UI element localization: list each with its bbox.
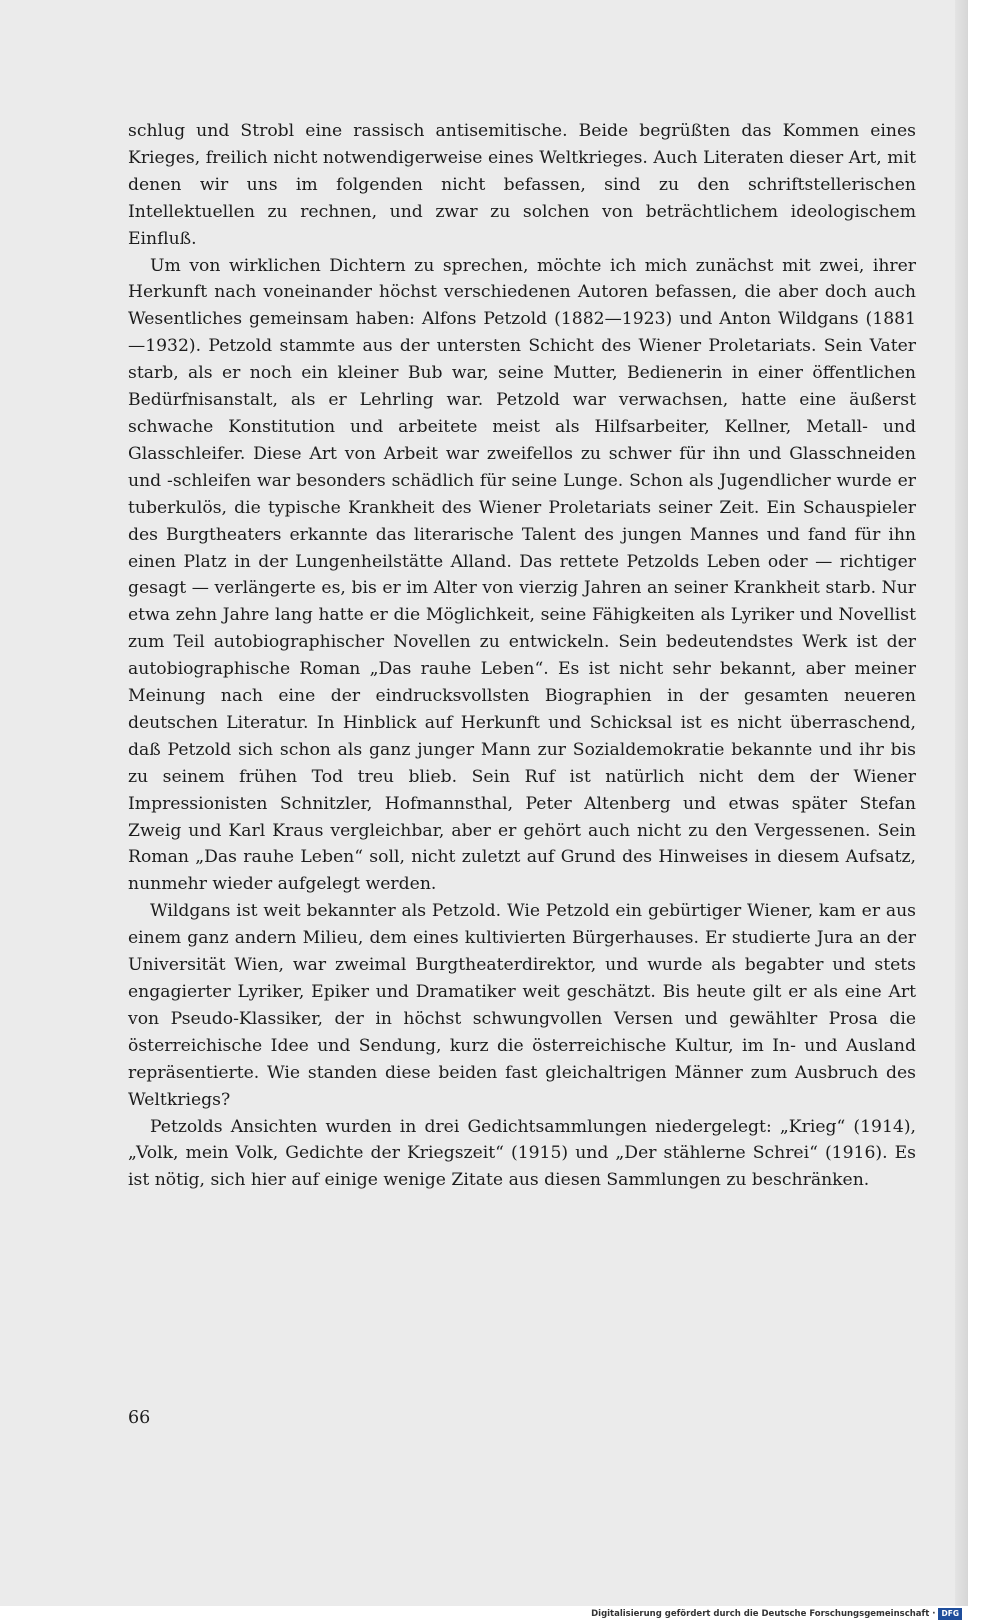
paragraph-1: schlug und Strobl eine rassisch antisemitische. Beide begrüßten das Kommen eines Krieges, freilich nicht notwendigerweise eines Weltkrieges. Auch Literaten dieser Art, mit denen wir uns im folgenden nicht befassen, sind zu den schriftstellerischen Intellektuellen zu rechnen, und zwar zu solchen von beträchtlichem ideologischem Einfluß. xyxy=(128,121,916,249)
digitization-footer xyxy=(591,1607,962,1621)
page-number: 66 xyxy=(128,1408,151,1428)
paragraph-2: Um von wirklichen Dichtern zu sprechen, möchte ich mich zunächst mit zwei, ihrer Herkunft nach voneinander höchst verschiedenen Autoren befassen, die aber doch auch Wesentliches gemeinsam haben: Alfons Petzold (1882—1923) und Anton Wildgans (1881—1932). Petzold stammte aus der untersten Schicht des Wiener Proletariats. Sein Vater starb, als er noch ein kleiner Bub war, seine Mutter, Bedienerin in einer öffentlichen Bedürfnisanstalt, als er Lehrling war. Petzold war verwachsen, hatte eine äußerst schwache Konstitution und arbeitete meist als Hilfsarbeiter, Kellner, Metall- und Glasschleifer. Diese Art von Arbeit war zweifellos zu schwer für ihn und Glasschneiden und -schleifen war besonders schädlich für seine Lunge. Schon als Jugendlicher wurde er tuberkulös, die typische Krankheit des Wiener Proletariats seiner Zeit. Ein Schauspieler des Burgtheaters erkannte das literarische Talent des jungen Mannes und fand für ihn einen Platz in der Lungenheilstätte Alland. Das rettete Petzolds Leben oder — richtiger gesagt — verlängerte es, bis er im Alter von vierzig Jahren an seiner Krankheit starb. Nur etwa zehn Jahre lang hatte er die Möglichkeit, seine Fähigkeiten als Lyriker und Novellist zum Teil autobiographischer Novellen zu entwickeln. Sein bedeutendstes Werk ist der autobiographische Roman „Das rauhe Leben“. Es ist nicht sehr bekannt, aber meiner Meinung nach eine der eindrucksvollsten Biographien in der gesamten neueren deutschen Literatur. In Hinblick auf Herkunft und Schicksal ist es nicht überraschend, daß Petzold sich schon als ganz junger Mann zur Sozialdemokratie bekannte und ihr bis zu seinem frühen Tod treu blieb. Sein Ruf ist natürlich nicht dem der Wiener Impressionisten Schnitzler, Hofmannsthal, Peter Altenberg und etwas später Stefan Zweig und Karl Kraus vergleichbar, aber er gehört auch nicht zu den Vergessenen. Sein Roman „Das rauhe Leben“ soll, nicht zuletzt auf Grund des Hinweises in diesem Aufsatz, nunmehr wieder aufgelegt werden. xyxy=(128,255,916,895)
body-text xyxy=(128,118,916,1194)
footer-credit-text: Digitalisierung gefördert durch die Deutsche Forschungsgemeinschaft · xyxy=(591,1609,936,1619)
paragraph-3: Wildgans ist weit bekannter als Petzold. Wie Petzold ein gebürtiger Wiener, kam er aus einem ganz andern Milieu, dem eines kultivierten Bürgerhauses. Er studierte Jura an der Universität Wien, war zweimal Burgtheaterdirektor, und wurde als begabter und stets engagierter Lyriker, Epiker und Dramatiker weit geschätzt. Bis heute gilt er als eine Art von Pseudo-Klassiker, der in höchst schwungvollen Versen und gewählter Prosa die österreichische Idee und Sendung, kurz die österreichische Kultur, im In- und Ausland repräsentierte. Wie standen diese beiden fast gleichaltrigen Männer zum Ausbruch des Weltkriegs? xyxy=(128,901,916,1110)
page-edge-shadow xyxy=(955,0,968,1606)
dfg-logo: DFG xyxy=(938,1608,962,1620)
paragraph-4: Petzolds Ansichten wurden in drei Gedichtsammlungen niedergelegt: „Krieg“ (1914), „Volk, mein Volk, Gedichte der Kriegszeit“ (1915) und „Der stählerne Schrei“ (1916). Es ist nötig, sich hier auf einige wenige Zitate aus diesen Sammlungen zu beschränken. xyxy=(128,1116,916,1191)
